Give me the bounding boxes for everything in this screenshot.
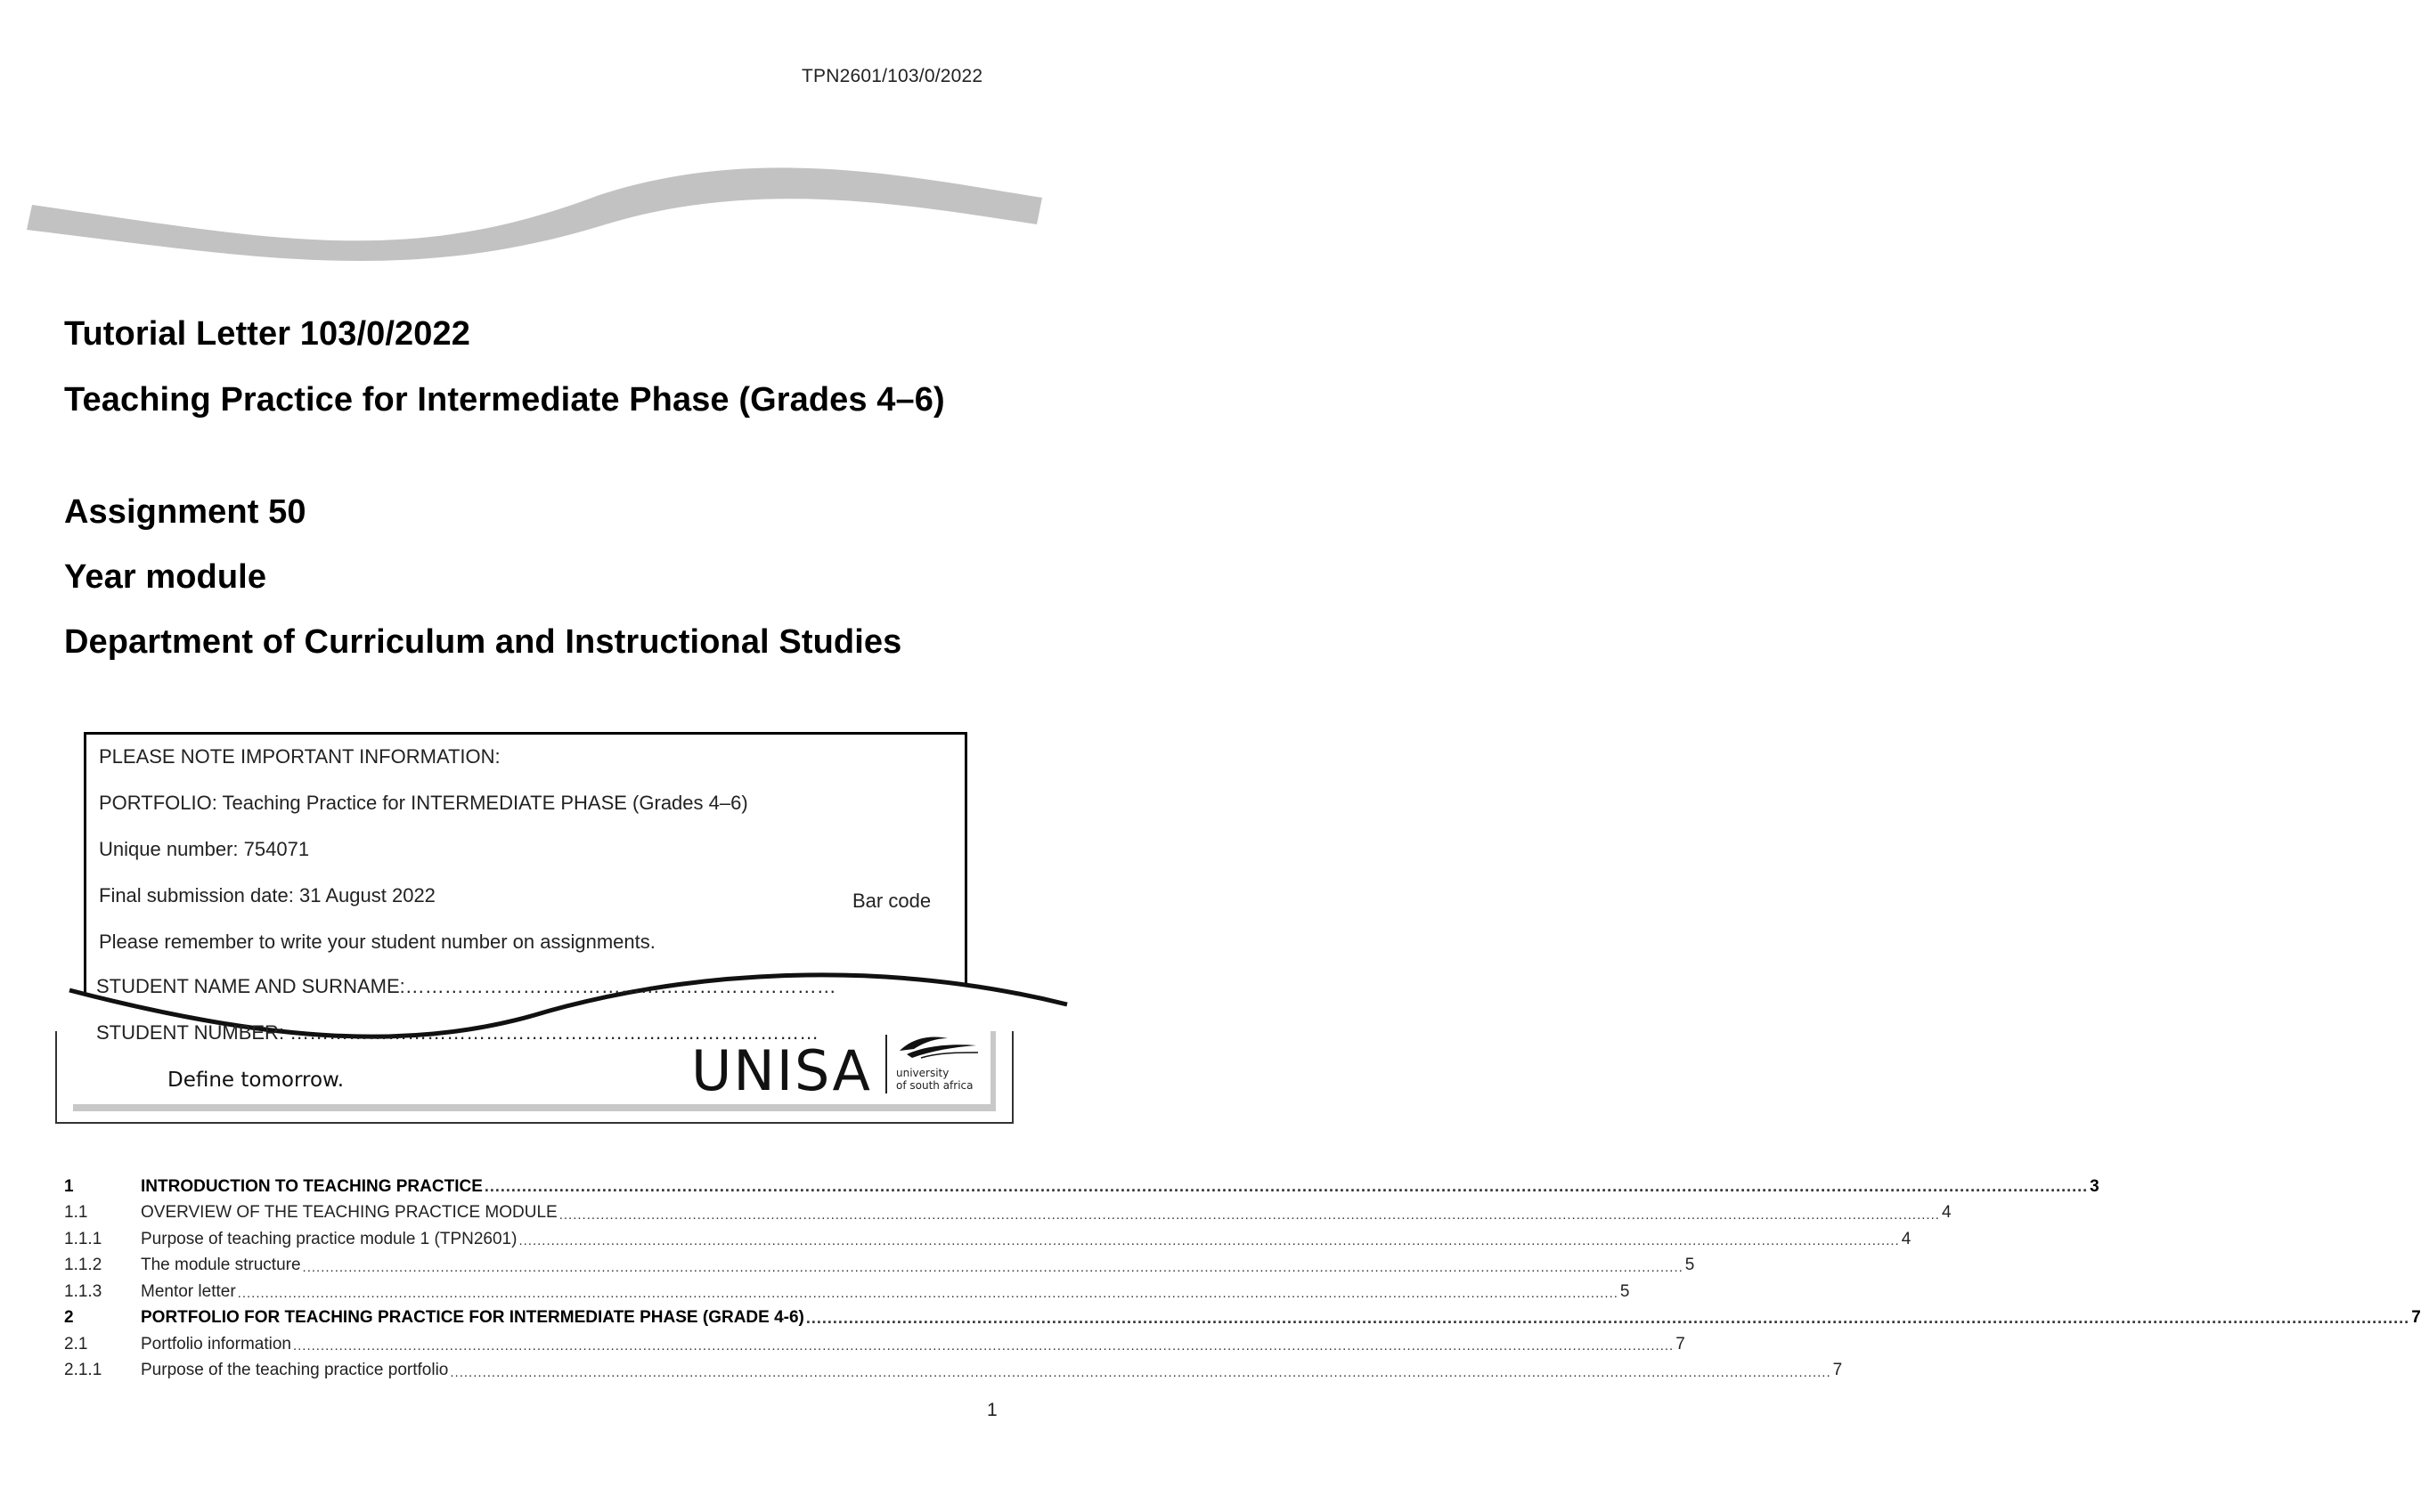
toc-leader-dots: ............................................................................................................................................................................................................................................................................................................ — [302, 1259, 1683, 1275]
toc-entry[interactable] — [64, 1279, 1630, 1305]
unisa-wordmark: UNISA — [691, 1038, 872, 1103]
toc-entry-number: 2 — [64, 1308, 74, 1328]
toc-entry-number: 2.1.1 — [64, 1361, 102, 1380]
module-title: Teaching Practice for Intermediate Phase (Grades 4–6) — [64, 381, 945, 419]
toc-entry-number: 1.1.1 — [64, 1229, 102, 1248]
toc-entry-page: 7 — [1832, 1361, 1843, 1380]
toc-leader-dots: ............................................................................................................................................................................................................................................................................................................ — [558, 1207, 1940, 1223]
toc-entry[interactable] — [64, 1226, 1912, 1253]
toc-leader-dots: ............................................................................................................................................................................................................................................................................................................ — [450, 1364, 1831, 1380]
toc-entry-title: Mentor letter — [141, 1281, 236, 1301]
unisa-sub-line1: university — [896, 1067, 950, 1079]
unisa-logo-divider — [885, 1035, 887, 1093]
toc-entry-title: PORTFOLIO FOR TEACHING PRACTICE FOR INTERMEDIATE PHASE (GRADE 4-6) — [141, 1308, 804, 1328]
toc-entry[interactable] — [64, 1358, 1843, 1385]
page-number: 1 — [987, 1400, 998, 1420]
toc-entry-page: 4 — [1901, 1229, 1912, 1248]
toc-entry-title: Purpose of teaching practice module 1 (TPN2601) — [141, 1229, 518, 1248]
toc-entry-title: INTRODUCTION TO TEACHING PRACTICE — [141, 1176, 483, 1196]
toc-entry-page: 7 — [1675, 1334, 1685, 1353]
info-heading: PLEASE NOTE IMPORTANT INFORMATION: — [99, 745, 501, 768]
toc-entry-page: 5 — [1619, 1281, 1630, 1301]
toc-entry-number: 1.1.2 — [64, 1256, 102, 1275]
toc-entry-title: OVERVIEW OF THE TEACHING PRACTICE MODULE — [141, 1203, 558, 1223]
toc-entry-title: Purpose of the teaching practice portfolio — [141, 1361, 449, 1380]
table-of-contents — [64, 1174, 2421, 1384]
toc-entry-number: 1.1.3 — [64, 1281, 102, 1301]
toc-entry-title: The module structure — [141, 1256, 301, 1275]
module-duration: Year module — [64, 558, 267, 596]
toc-entry-number: 1 — [64, 1176, 74, 1196]
toc-entry[interactable] — [64, 1200, 1952, 1227]
info-submission-date: Final submission date: 31 August 2022 — [99, 884, 436, 906]
info-portfolio: PORTFOLIO: Teaching Practice for INTERMEDIATE PHASE (Grades 4–6) — [99, 792, 748, 814]
toc-entry-number: 1.1 — [64, 1203, 88, 1223]
toc-entry-page: 7 — [2411, 1308, 2421, 1328]
department-name: Department of Curriculum and Instructional Studies — [64, 623, 902, 661]
toc-entry[interactable] — [64, 1174, 2099, 1200]
student-name-field: STUDENT NAME AND SURNAME:………………………………………………………… — [96, 975, 836, 997]
toc-entry[interactable] — [64, 1331, 1685, 1358]
toc-entry-page: 4 — [1941, 1203, 1952, 1223]
toc-leader-dots: ............................................................................................................................................................................................................................................................................................................ — [237, 1286, 1618, 1302]
barcode-label: Bar code — [852, 890, 932, 912]
info-unique-number: Unique number: 754071 — [99, 838, 310, 860]
tutorial-letter-title: Tutorial Letter 103/0/2022 — [64, 315, 470, 353]
unisa-slogan: Define tomorrow. — [167, 1069, 345, 1092]
toc-entry[interactable] — [64, 1305, 2421, 1332]
toc-leader-dots: ............................................................................................................................................................................................................................................................................................................ — [484, 1177, 2089, 1196]
toc-entry-page: 3 — [2090, 1176, 2099, 1196]
toc-leader-dots: ............................................................................................................................................................................................................................................................................................................ — [292, 1338, 1675, 1354]
assignment-title: Assignment 50 — [64, 493, 306, 531]
unisa-emblem-icon — [894, 1033, 980, 1063]
toc-entry-page: 5 — [1684, 1256, 1695, 1275]
student-number-field: STUDENT NUMBER: ……………………………………………………………………… — [96, 1021, 819, 1044]
info-reminder: Please remember to write your student number on assignments. — [99, 931, 656, 953]
toc-entry[interactable] — [64, 1253, 1695, 1280]
toc-leader-dots: ............................................................................................................................................................................................................................................................................................................ — [805, 1308, 2410, 1327]
toc-entry-title: Portfolio information — [141, 1334, 291, 1353]
toc-leader-dots: ............................................................................................................................................................................................................................................................................................................ — [518, 1233, 1900, 1249]
decorative-swoosh — [27, 160, 1047, 267]
toc-entry-number: 2.1 — [64, 1334, 88, 1353]
unisa-sub-line2: of south africa — [896, 1079, 974, 1092]
reference-code: TPN2601/103/0/2022 — [802, 66, 983, 86]
